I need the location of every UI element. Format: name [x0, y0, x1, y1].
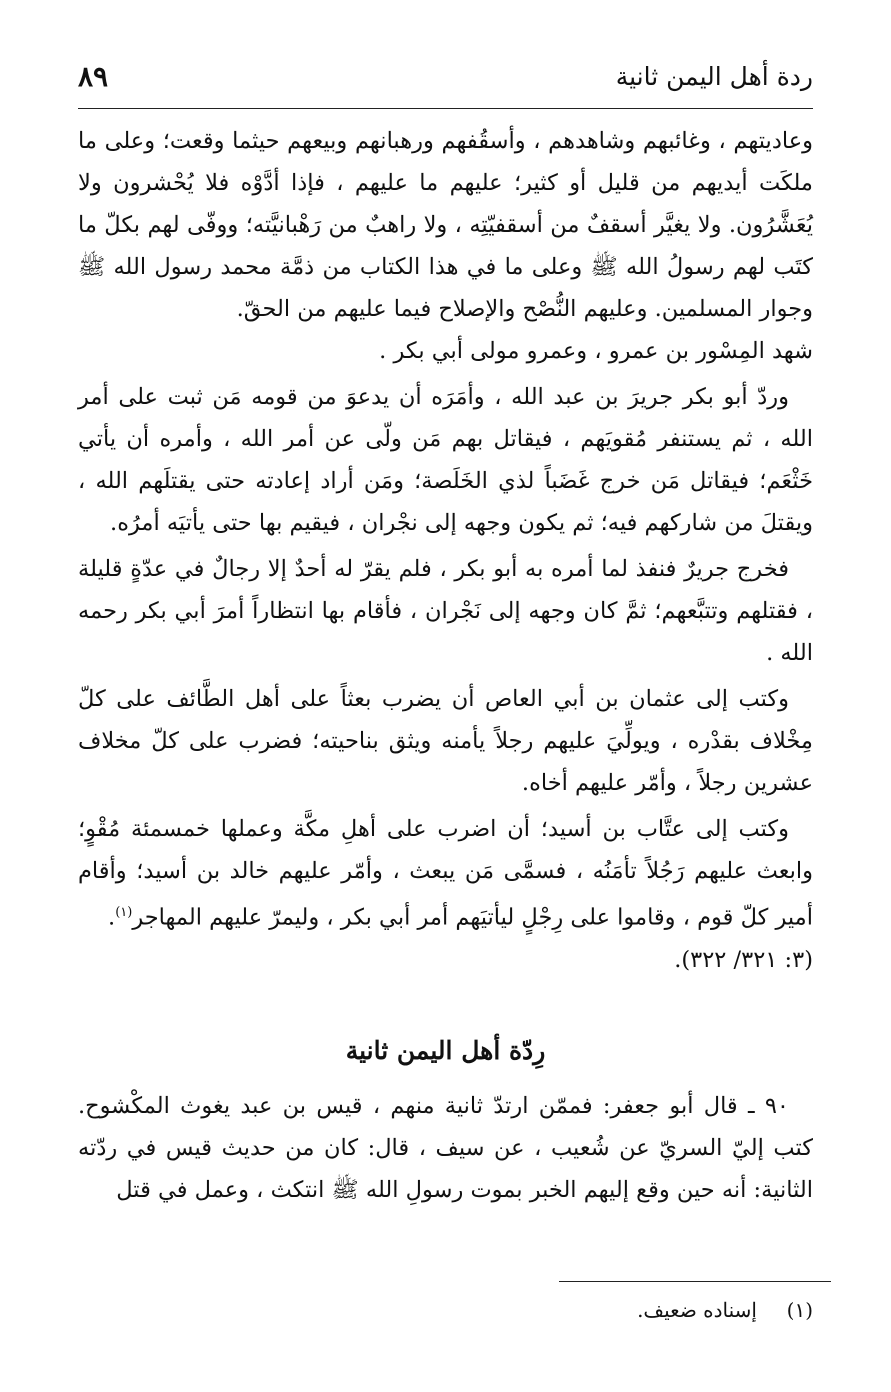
- running-title: ردة أهل اليمن ثانية: [615, 62, 813, 91]
- citation: (٣: ٣٢١/ ٣٢٢).: [674, 946, 813, 973]
- paragraph: وعاديتهم ، وغائبهم وشاهدهم ، وأسقُفهم ورهبانهم وبيعهم حيثما وقعت؛ وعلى ما ملكَت أيديهم من قليل أو كثير؛ عليهم ما عليهم ، فإذا أدَّوْه فلا يُحْشرون ولا يُعَشَّرُون. ولا يغيَّر أسقفٌ من أسقفيّتِه ، ولا راهبٌ من رَهْبانيَّته؛ ووفّى لهم بكلّ ما كتَب لهم رسولُ الله ﷺ وعلى ما في هذا الكتاب من ذمَّة محمد رسول الله ﷺ وجوار المسلمين. وعليهم النُّصْح والإصلاح فيما عليهم من الحقّ.: [78, 128, 813, 322]
- paragraph: فخرج جريرٌ فنفذ لما أمره به أبو بكر ، فلم يقرّ له أحدٌ إلا رجالٌ في عدّةٍ قليلة ، فقتلهم وتتبَّعهم؛ ثمَّ كان وجهه إلى نَجْران ، فأقام بها انتظاراً أمرَ أبي بكر رحمه الله .: [78, 556, 813, 666]
- footnote-text: إسناده ضعيف.: [637, 1298, 757, 1322]
- footnote: [637, 1298, 813, 1322]
- footnote-marker: (١): [786, 1298, 813, 1322]
- paragraph-text: وكتب إلى عتَّاب بن أسيد؛ أن اضرب على أهلِ مكَّة وعملها خمسمئة مُقْوٍ؛ وابعث عليهم رَجُلاً تأمَنُه ، فسمَّى مَن يبعث ، وأمّر عليهم خالد بن أسيد؛ وأقام أمير كلّ قوم ، وقاموا على رِجْلٍ ليأتيَهم أمر أبي بكر ، وليمرّ عليهم المهاجر: [78, 816, 813, 931]
- page-number: ٨٩: [78, 60, 109, 93]
- running-head: [78, 60, 813, 100]
- paragraph-with-footnote: وكتب إلى عتَّاب بن أسيد؛ أن اضرب على أهلِ مكَّة وعملها خمسمئة مُقْوٍ؛ وابعث عليهم رَجُلاً تأمَنُه ، فسمَّى مَن يبعث ، وأمّر عليهم خالد بن أسيد؛ وأقام أمير كلّ قوم ، وقاموا على رِجْلٍ ليأتيَهم أمر أبي بكر ، وليمرّ عليهم المهاجر$^{(١)}$.: [78, 816, 813, 931]
- footnote-divider: [559, 1281, 831, 1282]
- footnote-reference[interactable]: (١): [115, 905, 133, 920]
- paragraph: وردّ أبو بكر جريرَ بن عبد الله ، وأمَرَه أن يدعوَ من قومه مَن ثبت على أمر الله ، ثم يستنفر مُقويَهم ، فيقاتل بهم مَن ولّى عن أمر الله ، وأمره أن يأتي خَثْعَم؛ فيقاتل مَن خرج غَضَباً لذي الخَلَصة؛ ومَن أراد إعادته حتى يقتلَهم الله ، ويقتلَ من شاركهم فيه؛ ثم يكون وجهه إلى نجْران ، فيقيم بها حتى يأتيَه أمرُه.: [78, 384, 813, 536]
- paragraph: شهد المِسْور بن عمرو ، وعمرو مولى أبي بكر .: [379, 338, 813, 364]
- header-divider: [78, 108, 813, 109]
- paragraph: ٩٠ ـ قال أبو جعفر: فممّن ارتدّ ثانية منهم ، قيس بن عبد يغوث المكْشوح. كتب إليّ السريّ عن شُعيب ، عن سيف ، قال: كان من حديث قيس في ردّته الثانية: أنه حين وقع إليهم الخبر بموت رسولِ الله ﷺ انتكث ، وعمل في قتل: [78, 1092, 813, 1203]
- section-title: رِدّة أهل اليمن ثانية: [345, 1035, 546, 1065]
- main-text: [78, 120, 813, 1211]
- paragraph: وكتب إلى عثمان بن أبي العاص أن يضرب بعثاً على أهل الطَّائف على كلّ مِخْلاف بقدْره ، ويولِّيَ عليهم رجلاً يأمنه ويثق بناحيته؛ فضرب على كلّ مخلاف عشرين رجلاً ، وأمّر عليهم أخاه.: [78, 686, 813, 796]
